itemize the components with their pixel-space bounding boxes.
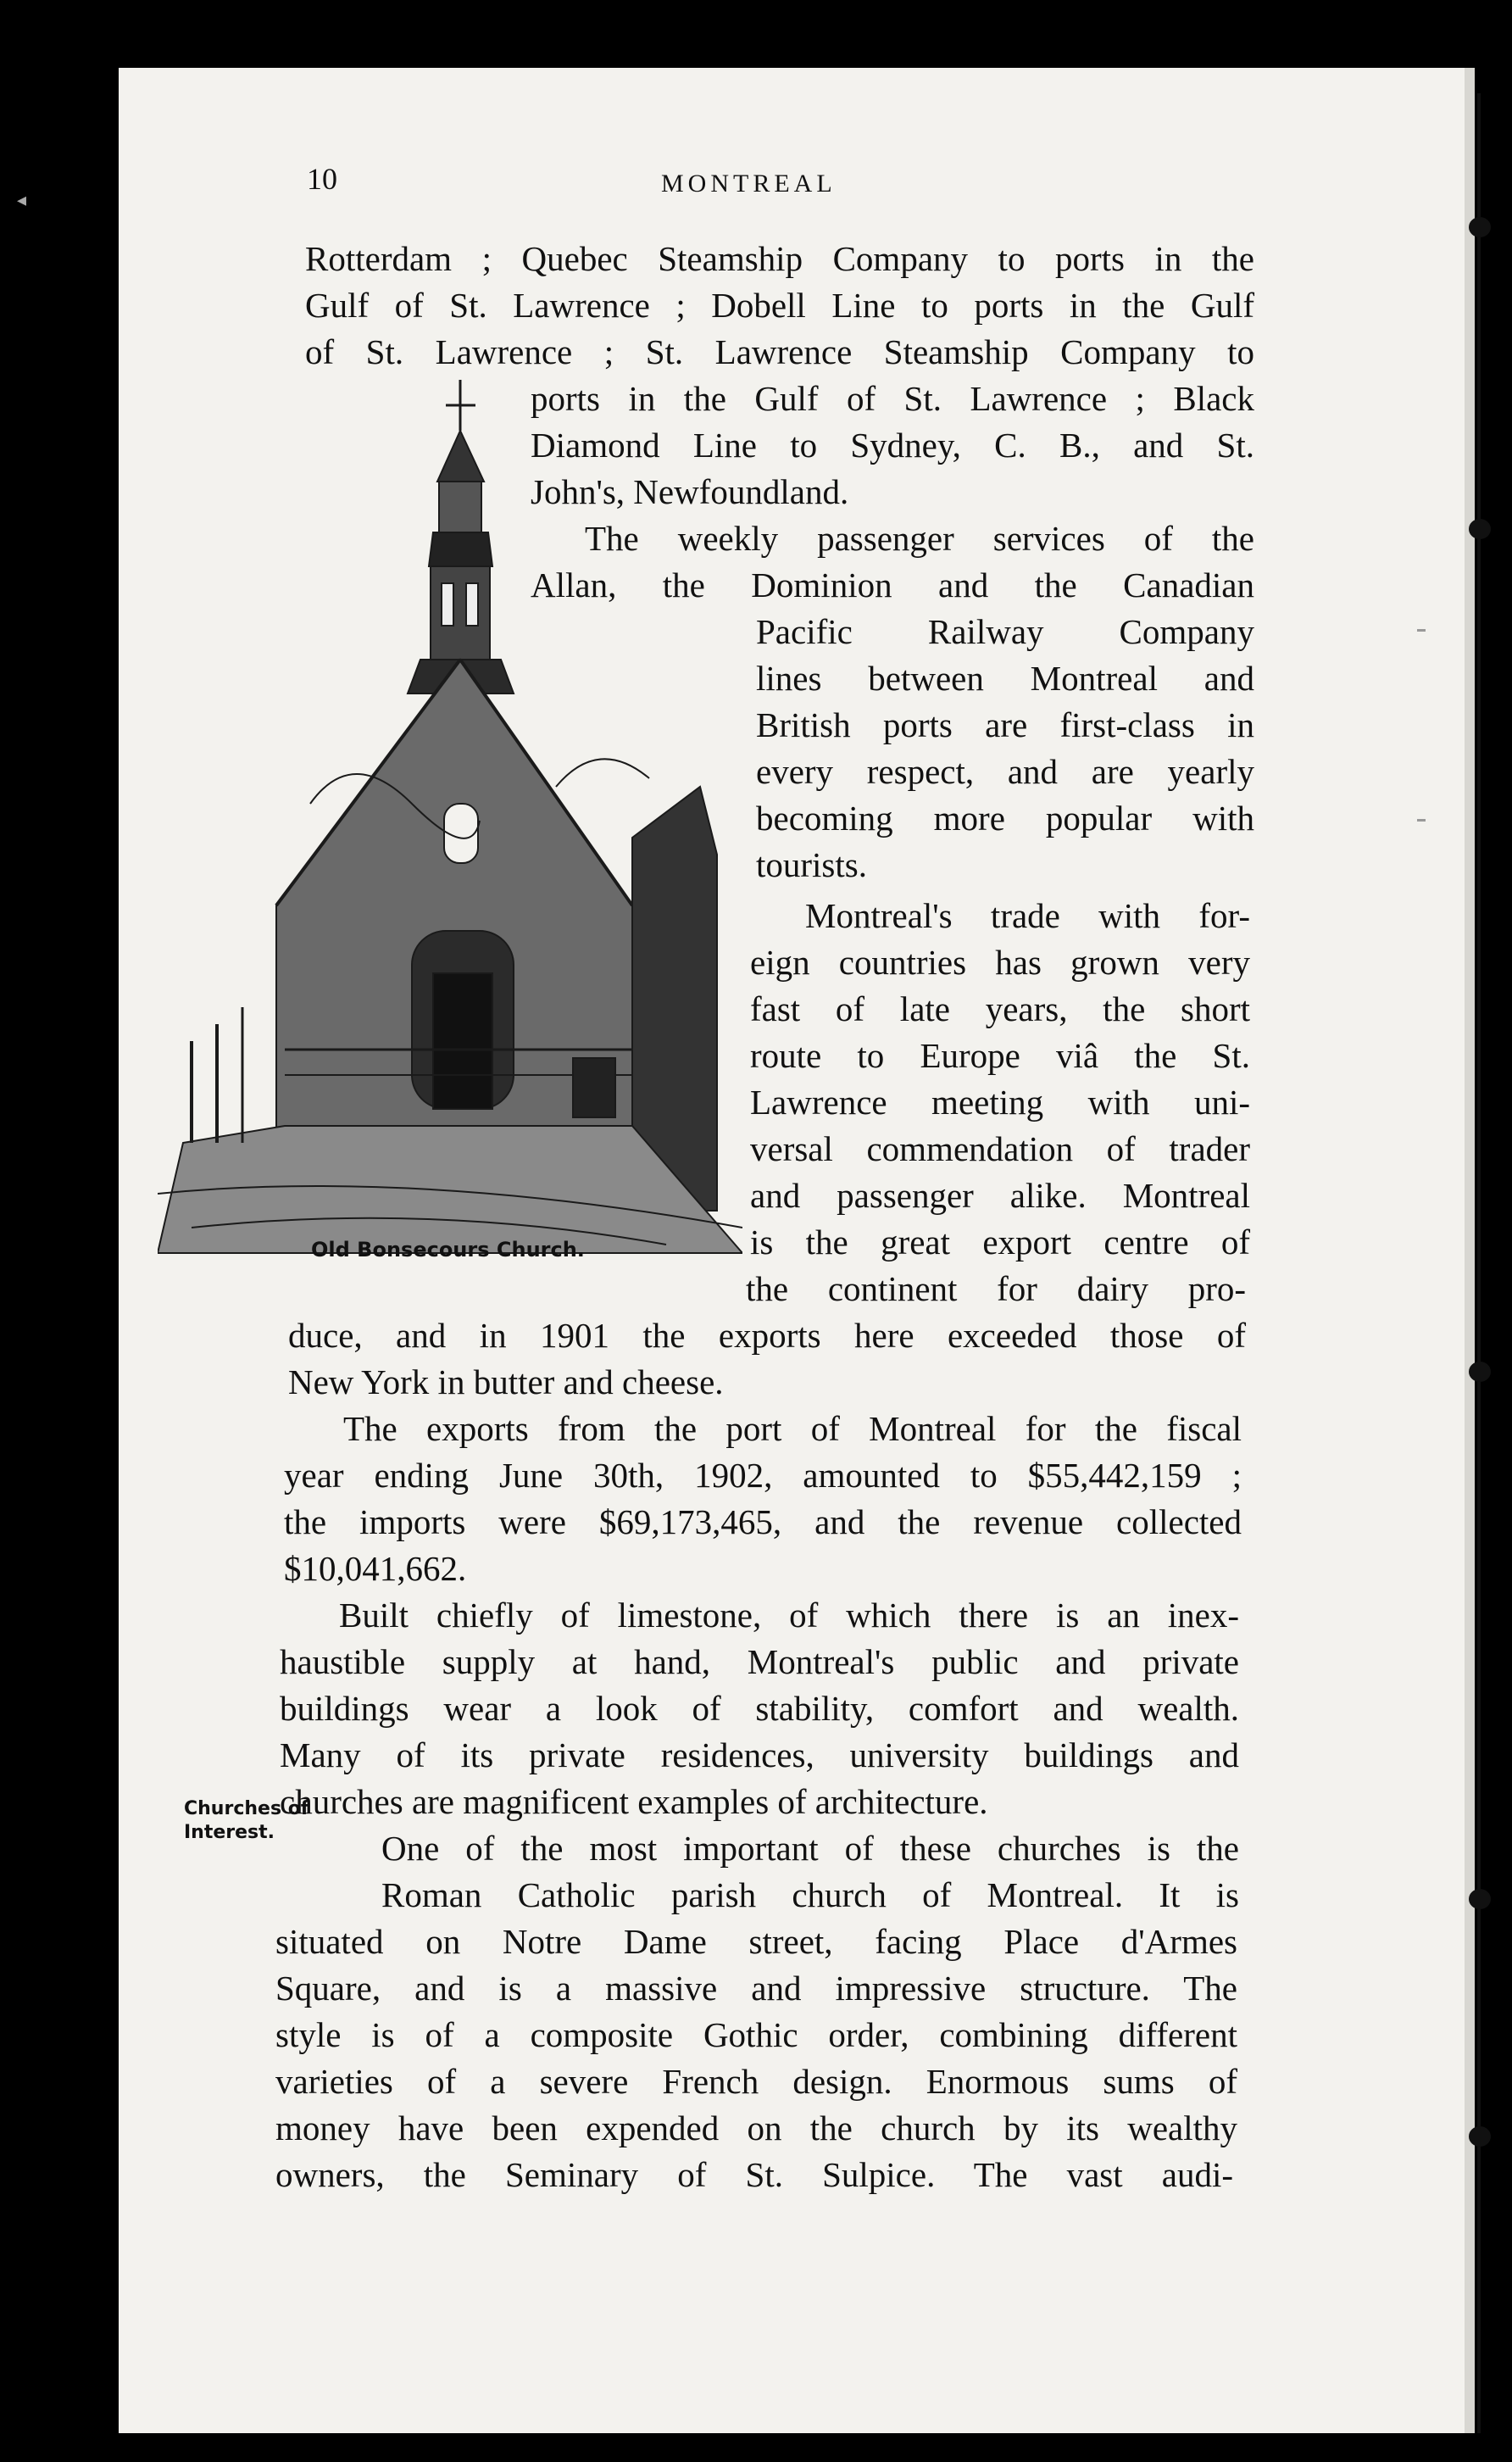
text-line: fast of late years, the short [750, 989, 1250, 1028]
text-line: Montreal's trade with for- [805, 896, 1250, 935]
text-line: Roman Catholic parish church of Montreal. It is [381, 1875, 1239, 1914]
text-line: route to Europe viâ the St. [750, 1036, 1250, 1075]
edge-dash [1417, 819, 1426, 822]
text-line: New York in butter and cheese. [288, 1362, 724, 1401]
binding-edge [1477, 93, 1481, 2433]
text-line: of St. Lawrence ; St. Lawrence Steamship Company to [305, 332, 1254, 371]
text-line: Allan, the Dominion and the Canadian [531, 565, 1254, 604]
text-line: haustible supply at hand, Montreal's public and private [280, 1642, 1239, 1681]
text-line: churches are magnificent examples of architecture. [280, 1782, 988, 1821]
text-line: Pacific Railway Company [756, 612, 1254, 651]
text-line: becoming more popular with [756, 799, 1254, 838]
text-line: buildings wear a look of stability, comfort and wealth. [280, 1689, 1239, 1728]
text-line: every respect, and are yearly [756, 752, 1254, 791]
binding-mark [1469, 2126, 1491, 2147]
church-illustration [158, 380, 742, 1262]
binding-mark [1469, 1889, 1491, 1909]
figure-caption: Old Bonsecours Church. [311, 1238, 585, 1262]
text-line: John's, Newfoundland. [531, 472, 849, 511]
margin-note-line: Interest. [184, 1822, 275, 1843]
text-line: British ports are first-class in [756, 705, 1254, 744]
text-line: and passenger alike. Montreal [750, 1176, 1250, 1215]
running-title: MONTREAL [661, 170, 837, 198]
page-spine [1465, 68, 1475, 2433]
margin-note [184, 1797, 309, 1845]
text-line: situated on Notre Dame street, facing Place d'Armes [275, 1922, 1237, 1961]
binding-mark [1469, 217, 1491, 237]
page-number: 10 [307, 162, 337, 196]
text-line: eign countries has grown very [750, 943, 1250, 982]
text-line: the continent for dairy pro- [746, 1269, 1246, 1308]
text-line: Gulf of St. Lawrence ; Dobell Line to ports in the Gulf [305, 286, 1254, 325]
scan-speck: ◂ [17, 190, 27, 211]
text-line: Built chiefly of limestone, of which there is an inex- [339, 1596, 1239, 1635]
text-line: One of the most important of these churches is the [381, 1829, 1239, 1868]
page-header [0, 161, 1512, 212]
text-line: duce, and in 1901 the exports here exceeded those of [288, 1316, 1246, 1355]
text-line: year ending June 30th, 1902, amounted to $55,442,159 ; [284, 1456, 1242, 1495]
binding-mark [1469, 1362, 1491, 1382]
text-line: money have been expended on the church by its wealthy [275, 2108, 1237, 2147]
edge-dash [1417, 629, 1426, 632]
binding-mark [1469, 519, 1491, 539]
margin-note-line: Churches of [184, 1798, 309, 1819]
text-line: Rotterdam ; Quebec Steamship Company to ports in the [305, 239, 1254, 278]
text-line: Many of its private residences, university buildings and [280, 1735, 1239, 1774]
text-line: tourists. [756, 845, 867, 884]
text-line: style is of a composite Gothic order, combining different [275, 2015, 1237, 2054]
text-line: lines between Montreal and [756, 659, 1254, 698]
text-line: Lawrence meeting with uni- [750, 1083, 1250, 1122]
text-line: The exports from the port of Montreal for the fiscal [343, 1409, 1242, 1448]
text-line: Square, and is a massive and impressive structure. The [275, 1969, 1237, 2008]
text-line: is the great export centre of [750, 1223, 1250, 1262]
text-line: The weekly passenger services of the [585, 519, 1254, 558]
text-line: Diamond Line to Sydney, C. B., and St. [531, 426, 1254, 465]
text-line: versal commendation of trader [750, 1129, 1250, 1168]
text-line: varieties of a severe French design. Enormous sums of [275, 2062, 1237, 2101]
text-line: ports in the Gulf of St. Lawrence ; Black [531, 379, 1254, 418]
text-line: the imports were $69,173,465, and the revenue collected [284, 1502, 1242, 1541]
text-line: owners, the Seminary of St. Sulpice. The vast audi- [275, 2155, 1233, 2194]
text-line: $10,041,662. [284, 1549, 467, 1588]
